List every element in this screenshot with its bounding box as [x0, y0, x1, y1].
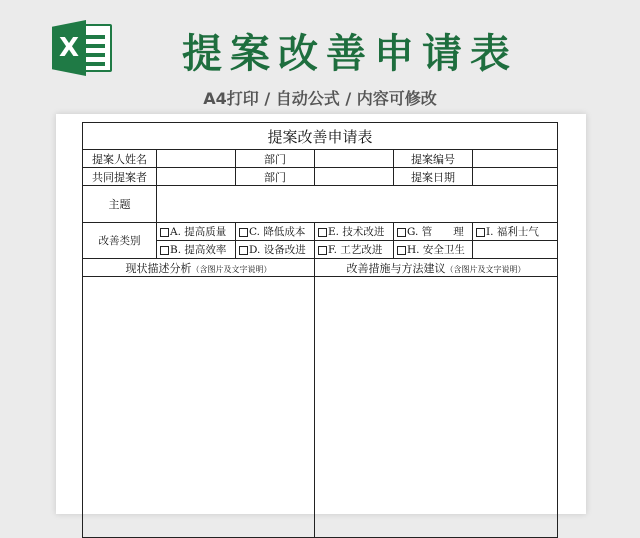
category-option[interactable]: D. 设备改进 [236, 241, 315, 259]
proposal-number-field[interactable] [473, 150, 558, 168]
checkbox-icon[interactable] [397, 228, 406, 237]
department-label: 部门 [236, 150, 315, 168]
subject-field[interactable] [157, 186, 558, 223]
checkbox-icon[interactable] [239, 228, 248, 237]
checkbox-icon[interactable] [318, 228, 327, 237]
proposal-number-label: 提案编号 [394, 150, 473, 168]
subject-label: 主题 [83, 186, 157, 223]
measures-header: 改善措施与方法建议（含图片及文字说明） [315, 259, 558, 277]
excel-logo-icon: X [52, 20, 114, 76]
form-title: 提案改善申请表 [83, 123, 558, 150]
category-option[interactable]: I. 福利士气 [473, 223, 558, 241]
category-option-empty [473, 241, 558, 259]
proposal-date-label: 提案日期 [394, 168, 473, 186]
category-option[interactable]: B. 提高效率 [157, 241, 236, 259]
category-label: 改善类别 [83, 223, 157, 259]
checkbox-icon[interactable] [239, 246, 248, 255]
form-sheet [56, 114, 586, 514]
page-title: 提案改善申请表 [182, 31, 518, 77]
proposer-name-label: 提案人姓名 [83, 150, 157, 168]
department-field-2[interactable] [315, 168, 394, 186]
checkbox-icon[interactable] [476, 228, 485, 237]
category-option[interactable]: E. 技术改进 [315, 223, 394, 241]
checkbox-icon[interactable] [160, 228, 169, 237]
category-option[interactable]: F. 工艺改进 [315, 241, 394, 259]
checkbox-icon[interactable] [318, 246, 327, 255]
category-option[interactable]: G. 管 理 [394, 223, 473, 241]
checkbox-icon[interactable] [160, 246, 169, 255]
proposer-name-field[interactable] [157, 150, 236, 168]
category-option[interactable]: C. 降低成本 [236, 223, 315, 241]
department-field[interactable] [315, 150, 394, 168]
co-proposer-label: 共同提案者 [83, 168, 157, 186]
proposal-date-field[interactable] [473, 168, 558, 186]
category-option[interactable]: H. 安全卫生 [394, 241, 473, 259]
measures-field[interactable] [315, 277, 558, 538]
category-option[interactable]: A. 提高质量 [157, 223, 236, 241]
page-subtitle: A4打印 / 自动公式 / 内容可修改 [203, 89, 437, 108]
checkbox-icon[interactable] [397, 246, 406, 255]
analysis-field[interactable] [83, 277, 315, 538]
analysis-header: 现状描述分析（含图片及文字说明） [83, 259, 315, 277]
application-form [82, 122, 558, 538]
co-proposer-field[interactable] [157, 168, 236, 186]
department-label-2: 部门 [236, 168, 315, 186]
